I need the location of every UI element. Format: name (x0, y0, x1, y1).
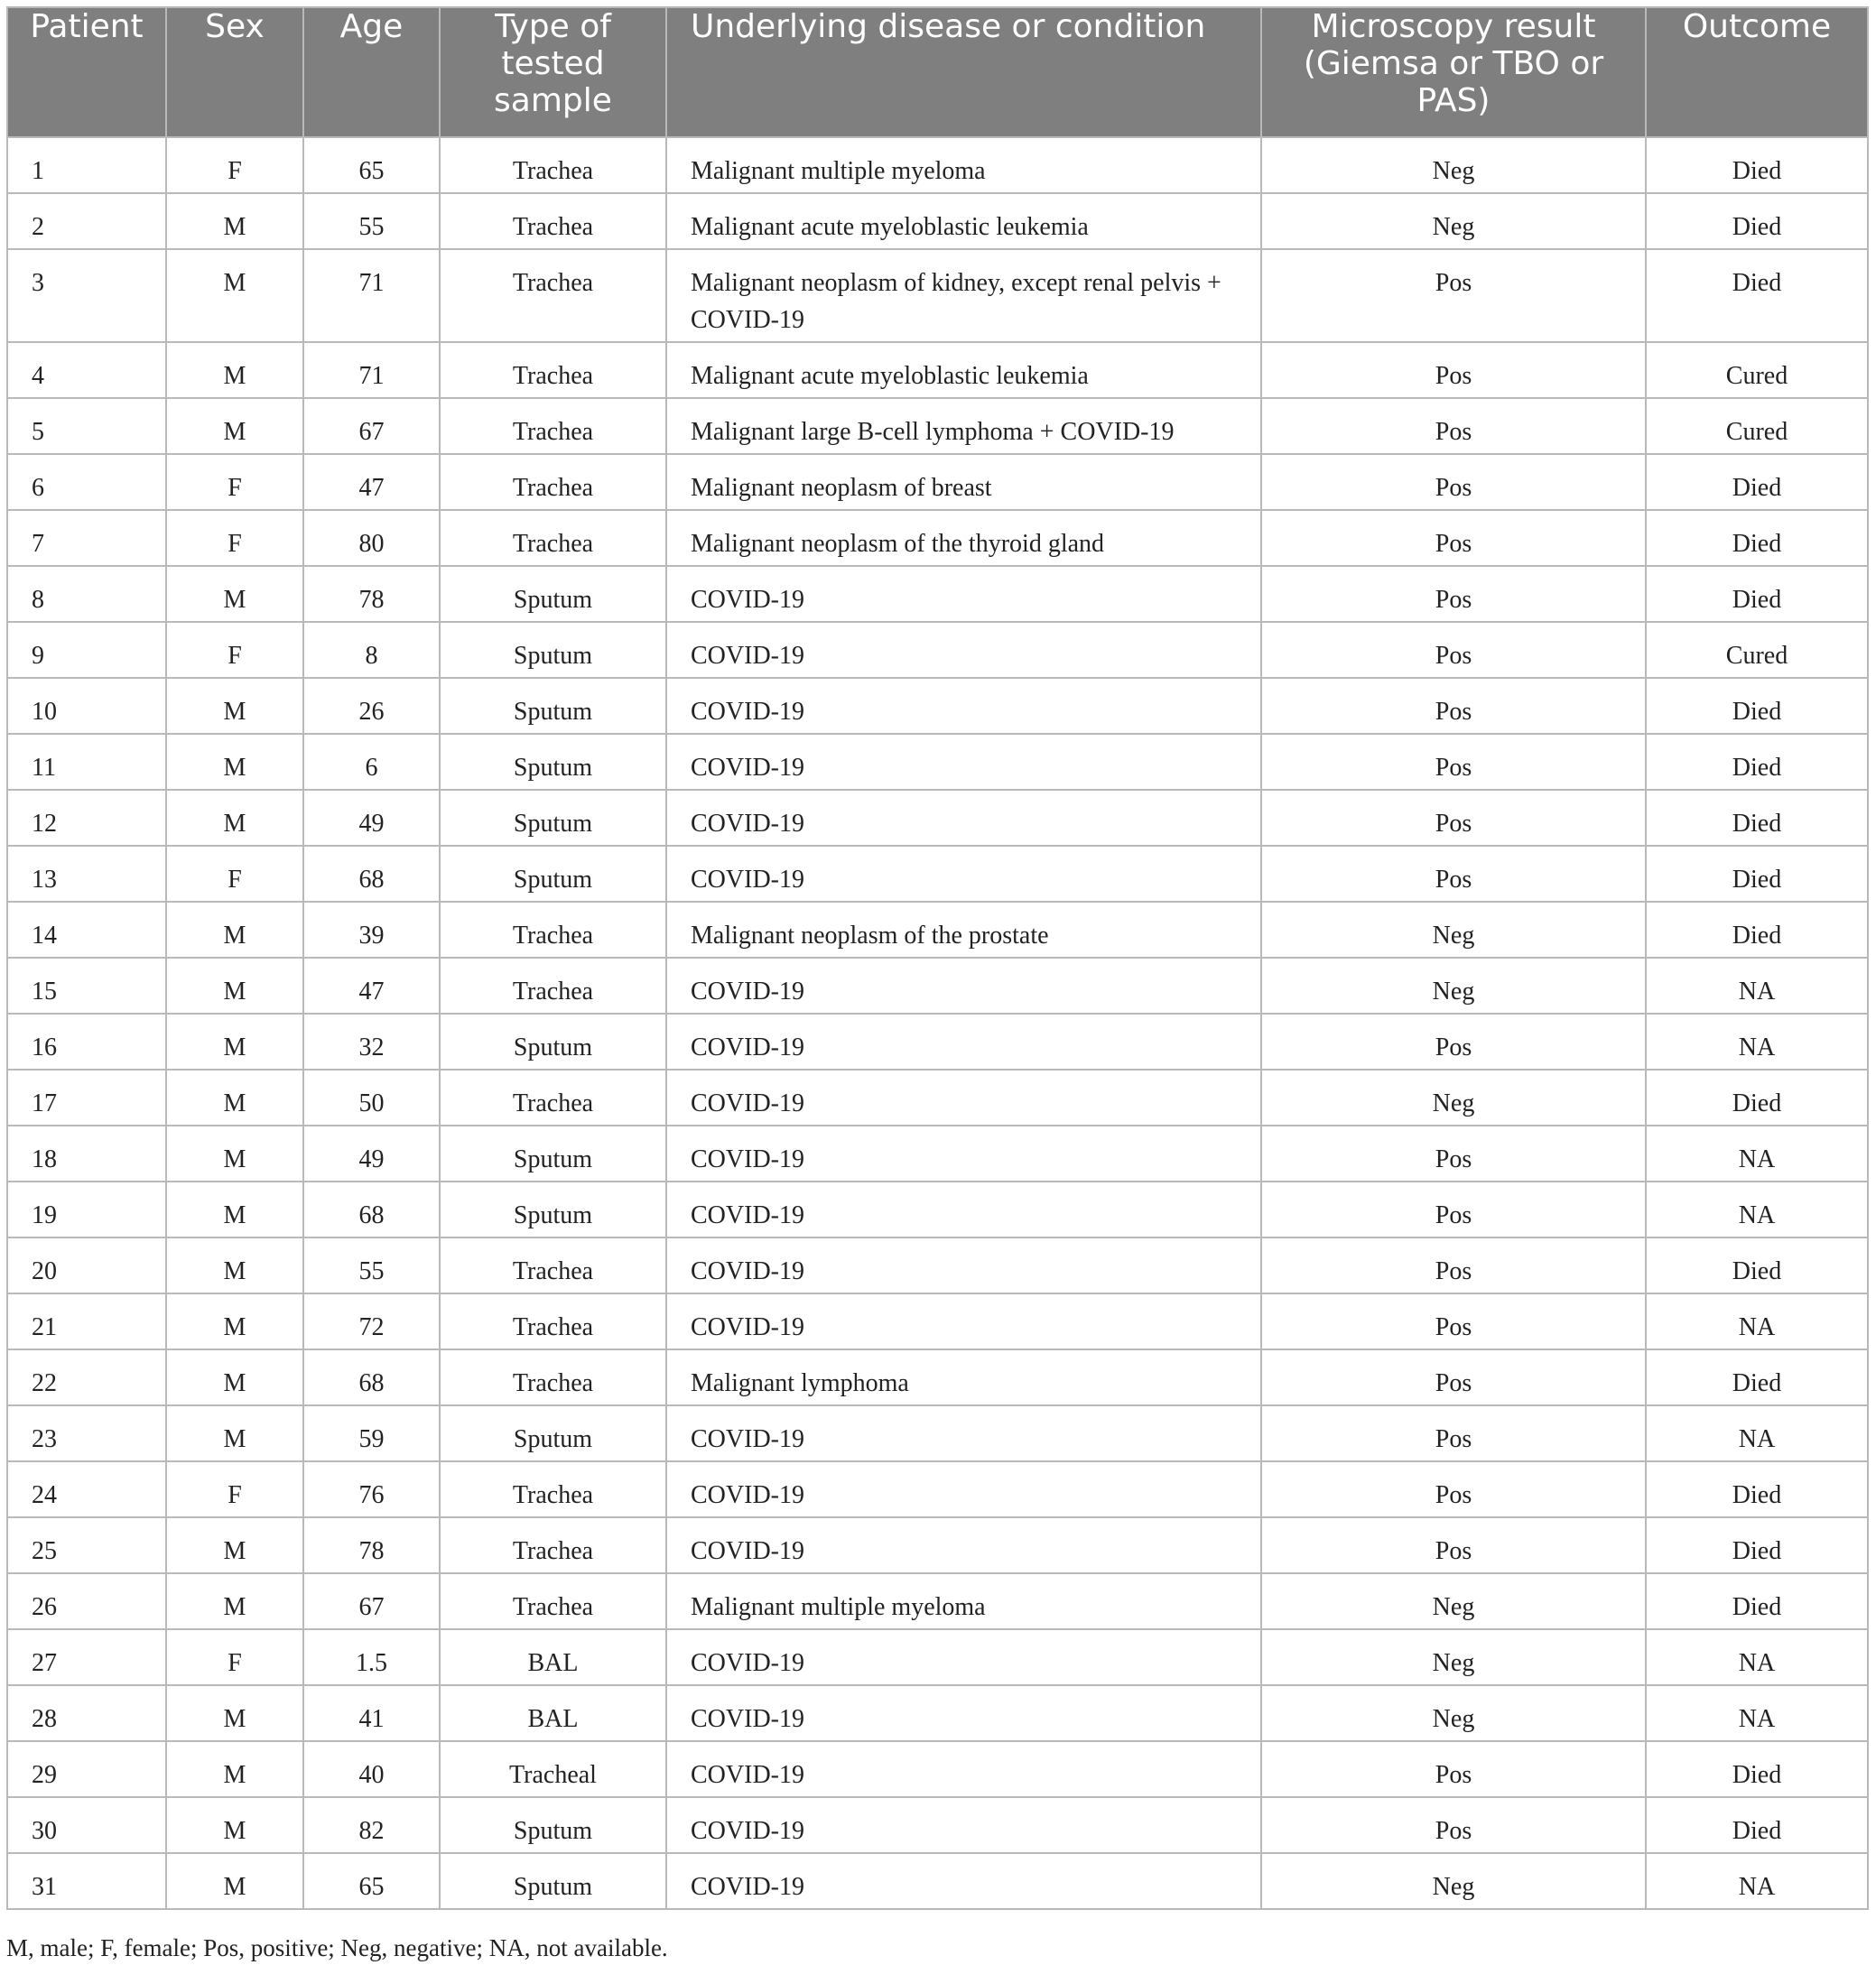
table-row (7, 1741, 1868, 1797)
disease-cell: Malignant neoplasm of kidney, except renal pelvis + COVID-19 (666, 249, 1261, 342)
microscopy-cell: Pos (1261, 1405, 1646, 1461)
patient-cell: 29 (7, 1741, 166, 1797)
outcome-cell: Died (1646, 1237, 1868, 1293)
microscopy-cell: Pos (1261, 678, 1646, 734)
outcome-cell: Died (1646, 1461, 1868, 1517)
patient-cell: 23 (7, 1405, 166, 1461)
sample-type-cell: Trachea (440, 510, 666, 566)
table-row (7, 846, 1868, 902)
microscopy-cell: Neg (1261, 1573, 1646, 1629)
sex-cell: M (166, 249, 303, 342)
outcome-cell: Died (1646, 510, 1868, 566)
age-cell: 55 (303, 193, 440, 249)
table-row (7, 790, 1868, 846)
sex-cell: M (166, 1517, 303, 1573)
sample-type-cell: Sputum (440, 1405, 666, 1461)
header-sex: Sex (166, 7, 303, 137)
patient-cell: 31 (7, 1853, 166, 1909)
microscopy-cell: Neg (1261, 1070, 1646, 1126)
sex-cell: M (166, 566, 303, 622)
table-row (7, 193, 1868, 249)
patient-cell: 2 (7, 193, 166, 249)
age-cell: 8 (303, 622, 440, 678)
outcome-cell: Died (1646, 902, 1868, 958)
table-row (7, 1517, 1868, 1573)
patient-cell: 27 (7, 1629, 166, 1685)
outcome-cell: Died (1646, 1741, 1868, 1797)
sample-type-cell: Trachea (440, 1517, 666, 1573)
patient-cell: 24 (7, 1461, 166, 1517)
disease-cell: Malignant lymphoma (666, 1349, 1261, 1405)
patient-cell: 8 (7, 566, 166, 622)
table-row (7, 734, 1868, 790)
table-row (7, 1182, 1868, 1237)
microscopy-cell: Pos (1261, 1293, 1646, 1349)
age-cell: 49 (303, 790, 440, 846)
age-cell: 68 (303, 1349, 440, 1405)
disease-cell: Malignant acute myeloblastic leukemia (666, 193, 1261, 249)
table-row (7, 249, 1868, 342)
microscopy-cell: Pos (1261, 342, 1646, 398)
sample-type-cell: Trachea (440, 1573, 666, 1629)
patient-cell: 28 (7, 1685, 166, 1741)
outcome-cell: Died (1646, 734, 1868, 790)
age-cell: 72 (303, 1293, 440, 1349)
disease-cell: COVID-19 (666, 1853, 1261, 1909)
outcome-cell: NA (1646, 1126, 1868, 1182)
age-cell: 6 (303, 734, 440, 790)
table-row (7, 510, 1868, 566)
sex-cell: M (166, 1070, 303, 1126)
disease-cell: COVID-19 (666, 1629, 1261, 1685)
outcome-cell: Died (1646, 137, 1868, 193)
microscopy-cell: Pos (1261, 398, 1646, 454)
patient-cell: 13 (7, 846, 166, 902)
table-row (7, 1405, 1868, 1461)
sex-cell: M (166, 1014, 303, 1070)
sample-type-cell: Sputum (440, 1014, 666, 1070)
patient-cell: 7 (7, 510, 166, 566)
disease-cell: COVID-19 (666, 1405, 1261, 1461)
age-cell: 71 (303, 249, 440, 342)
outcome-cell: Died (1646, 790, 1868, 846)
patient-cell: 15 (7, 958, 166, 1014)
sex-cell: M (166, 1293, 303, 1349)
microscopy-cell: Pos (1261, 1517, 1646, 1573)
disease-cell: COVID-19 (666, 1014, 1261, 1070)
age-cell: 59 (303, 1405, 440, 1461)
patient-cell: 10 (7, 678, 166, 734)
disease-cell: COVID-19 (666, 790, 1261, 846)
sample-type-cell: Trachea (440, 1070, 666, 1126)
outcome-cell: Died (1646, 249, 1868, 342)
table-row (7, 1573, 1868, 1629)
table-row (7, 1126, 1868, 1182)
sample-type-cell: Trachea (440, 958, 666, 1014)
sample-type-cell: Sputum (440, 1182, 666, 1237)
sex-cell: F (166, 1461, 303, 1517)
patient-table-container (6, 6, 1867, 1910)
table-row (7, 1293, 1868, 1349)
sex-cell: M (166, 1573, 303, 1629)
sex-cell: M (166, 1126, 303, 1182)
header-underlying-disease: Underlying disease or condition (666, 7, 1261, 137)
age-cell: 39 (303, 902, 440, 958)
header-patient: Patient (7, 7, 166, 137)
disease-cell: Malignant acute myeloblastic leukemia (666, 342, 1261, 398)
patient-cell: 25 (7, 1517, 166, 1573)
disease-cell: COVID-19 (666, 1293, 1261, 1349)
patient-cell: 21 (7, 1293, 166, 1349)
sex-cell: M (166, 902, 303, 958)
disease-cell: COVID-19 (666, 622, 1261, 678)
sex-cell: F (166, 454, 303, 510)
table-row (7, 1461, 1868, 1517)
table-row (7, 342, 1868, 398)
outcome-cell: Cured (1646, 342, 1868, 398)
disease-cell: Malignant large B-cell lymphoma + COVID-19 (666, 398, 1261, 454)
microscopy-cell: Pos (1261, 454, 1646, 510)
sex-cell: M (166, 1182, 303, 1237)
sample-type-cell: Trachea (440, 398, 666, 454)
microscopy-cell: Neg (1261, 193, 1646, 249)
sex-cell: M (166, 1741, 303, 1797)
sex-cell: M (166, 398, 303, 454)
age-cell: 78 (303, 1517, 440, 1573)
table-row (7, 1797, 1868, 1853)
microscopy-cell: Pos (1261, 1237, 1646, 1293)
outcome-cell: NA (1646, 1853, 1868, 1909)
patient-cell: 4 (7, 342, 166, 398)
table-row (7, 958, 1868, 1014)
outcome-cell: NA (1646, 1405, 1868, 1461)
table-row (7, 1349, 1868, 1405)
sex-cell: M (166, 1237, 303, 1293)
patient-cell: 20 (7, 1237, 166, 1293)
outcome-cell: Cured (1646, 398, 1868, 454)
outcome-cell: NA (1646, 1014, 1868, 1070)
sex-cell: M (166, 678, 303, 734)
outcome-cell: Died (1646, 846, 1868, 902)
sex-cell: F (166, 1629, 303, 1685)
patient-cell: 3 (7, 249, 166, 342)
table-row (7, 1237, 1868, 1293)
age-cell: 67 (303, 398, 440, 454)
sample-type-cell: Trachea (440, 1349, 666, 1405)
table-row (7, 1014, 1868, 1070)
sample-type-cell: Trachea (440, 193, 666, 249)
age-cell: 82 (303, 1797, 440, 1853)
age-cell: 80 (303, 510, 440, 566)
outcome-cell: Died (1646, 454, 1868, 510)
sample-type-cell: Sputum (440, 622, 666, 678)
sample-type-cell: Trachea (440, 454, 666, 510)
outcome-cell: NA (1646, 1685, 1868, 1741)
patient-cell: 22 (7, 1349, 166, 1405)
disease-cell: Malignant multiple myeloma (666, 1573, 1261, 1629)
table-body (7, 137, 1868, 1909)
sex-cell: F (166, 137, 303, 193)
age-cell: 32 (303, 1014, 440, 1070)
microscopy-cell: Pos (1261, 790, 1646, 846)
sample-type-cell: Sputum (440, 1853, 666, 1909)
sex-cell: F (166, 510, 303, 566)
outcome-cell: NA (1646, 958, 1868, 1014)
outcome-cell: NA (1646, 1293, 1868, 1349)
disease-cell: COVID-19 (666, 1461, 1261, 1517)
header-sample-type: Type of tested sample (440, 7, 666, 137)
age-cell: 47 (303, 454, 440, 510)
outcome-cell: NA (1646, 1182, 1868, 1237)
sex-cell: M (166, 193, 303, 249)
disease-cell: COVID-19 (666, 958, 1261, 1014)
patient-cell: 18 (7, 1126, 166, 1182)
microscopy-cell: Pos (1261, 1182, 1646, 1237)
microscopy-cell: Pos (1261, 566, 1646, 622)
patient-cell: 12 (7, 790, 166, 846)
disease-cell: Malignant neoplasm of breast (666, 454, 1261, 510)
microscopy-cell: Pos (1261, 1797, 1646, 1853)
header-outcome: Outcome (1646, 7, 1868, 137)
microscopy-cell: Neg (1261, 1685, 1646, 1741)
table-row (7, 398, 1868, 454)
outcome-cell: Died (1646, 1573, 1868, 1629)
age-cell: 49 (303, 1126, 440, 1182)
age-cell: 76 (303, 1461, 440, 1517)
patient-cell: 26 (7, 1573, 166, 1629)
disease-cell: COVID-19 (666, 1517, 1261, 1573)
table-row (7, 1629, 1868, 1685)
patient-cell: 16 (7, 1014, 166, 1070)
disease-cell: Malignant multiple myeloma (666, 137, 1261, 193)
outcome-cell: Died (1646, 1349, 1868, 1405)
disease-cell: COVID-19 (666, 1126, 1261, 1182)
sex-cell: M (166, 958, 303, 1014)
patient-cell: 11 (7, 734, 166, 790)
outcome-cell: Cured (1646, 622, 1868, 678)
header-microscopy-result: Microscopy result (Giemsa or TBO or PAS) (1261, 7, 1646, 137)
disease-cell: COVID-19 (666, 1070, 1261, 1126)
microscopy-cell: Pos (1261, 1741, 1646, 1797)
age-cell: 65 (303, 137, 440, 193)
microscopy-cell: Pos (1261, 846, 1646, 902)
disease-cell: COVID-19 (666, 1685, 1261, 1741)
age-cell: 1.5 (303, 1629, 440, 1685)
microscopy-cell: Pos (1261, 249, 1646, 342)
sample-type-cell: Trachea (440, 1237, 666, 1293)
sample-type-cell: Sputum (440, 734, 666, 790)
age-cell: 78 (303, 566, 440, 622)
disease-cell: Malignant neoplasm of the thyroid gland (666, 510, 1261, 566)
age-cell: 40 (303, 1741, 440, 1797)
table-row (7, 454, 1868, 510)
sex-cell: M (166, 1685, 303, 1741)
sample-type-cell: Trachea (440, 137, 666, 193)
sample-type-cell: Sputum (440, 678, 666, 734)
disease-cell: COVID-19 (666, 1797, 1261, 1853)
patient-cell: 1 (7, 137, 166, 193)
patient-cell: 17 (7, 1070, 166, 1126)
header-age: Age (303, 7, 440, 137)
patient-cell: 30 (7, 1797, 166, 1853)
age-cell: 41 (303, 1685, 440, 1741)
header-row (7, 7, 1868, 137)
microscopy-cell: Pos (1261, 1014, 1646, 1070)
microscopy-cell: Pos (1261, 510, 1646, 566)
age-cell: 68 (303, 1182, 440, 1237)
microscopy-cell: Pos (1261, 622, 1646, 678)
disease-cell: Malignant neoplasm of the prostate (666, 902, 1261, 958)
age-cell: 26 (303, 678, 440, 734)
sex-cell: M (166, 1405, 303, 1461)
age-cell: 47 (303, 958, 440, 1014)
table-row (7, 566, 1868, 622)
sample-type-cell: Sputum (440, 790, 666, 846)
sample-type-cell: Trachea (440, 342, 666, 398)
patient-cell: 9 (7, 622, 166, 678)
sex-cell: M (166, 1853, 303, 1909)
table-row (7, 678, 1868, 734)
sample-type-cell: Sputum (440, 1797, 666, 1853)
outcome-cell: Died (1646, 1797, 1868, 1853)
microscopy-cell: Neg (1261, 137, 1646, 193)
outcome-cell: Died (1646, 678, 1868, 734)
sex-cell: M (166, 734, 303, 790)
disease-cell: COVID-19 (666, 734, 1261, 790)
microscopy-cell: Neg (1261, 1853, 1646, 1909)
table-row (7, 1685, 1868, 1741)
outcome-cell: NA (1646, 1629, 1868, 1685)
patient-table (6, 6, 1869, 1910)
outcome-cell: Died (1646, 1517, 1868, 1573)
microscopy-cell: Pos (1261, 1349, 1646, 1405)
patient-cell: 19 (7, 1182, 166, 1237)
sex-cell: M (166, 1349, 303, 1405)
sample-type-cell: Sputum (440, 566, 666, 622)
sample-type-cell: Trachea (440, 902, 666, 958)
age-cell: 65 (303, 1853, 440, 1909)
patient-cell: 5 (7, 398, 166, 454)
microscopy-cell: Pos (1261, 1126, 1646, 1182)
outcome-cell: Died (1646, 193, 1868, 249)
microscopy-cell: Pos (1261, 1461, 1646, 1517)
disease-cell: COVID-19 (666, 678, 1261, 734)
sample-type-cell: Sputum (440, 1126, 666, 1182)
disease-cell: COVID-19 (666, 846, 1261, 902)
microscopy-cell: Neg (1261, 902, 1646, 958)
disease-cell: COVID-19 (666, 566, 1261, 622)
sex-cell: F (166, 622, 303, 678)
table-row (7, 622, 1868, 678)
microscopy-cell: Pos (1261, 734, 1646, 790)
sample-type-cell: BAL (440, 1685, 666, 1741)
disease-cell: COVID-19 (666, 1237, 1261, 1293)
patient-cell: 6 (7, 454, 166, 510)
sex-cell: M (166, 1797, 303, 1853)
microscopy-cell: Neg (1261, 958, 1646, 1014)
disease-cell: COVID-19 (666, 1182, 1261, 1237)
table-row (7, 137, 1868, 193)
age-cell: 71 (303, 342, 440, 398)
outcome-cell: Died (1646, 1070, 1868, 1126)
sex-cell: M (166, 342, 303, 398)
age-cell: 55 (303, 1237, 440, 1293)
table-row (7, 1070, 1868, 1126)
sex-cell: M (166, 790, 303, 846)
table-row (7, 1853, 1868, 1909)
sample-type-cell: Tracheal (440, 1741, 666, 1797)
table-row (7, 902, 1868, 958)
patient-cell: 14 (7, 902, 166, 958)
sample-type-cell: Trachea (440, 249, 666, 342)
sample-type-cell: Trachea (440, 1461, 666, 1517)
age-cell: 50 (303, 1070, 440, 1126)
sex-cell: F (166, 846, 303, 902)
microscopy-cell: Neg (1261, 1629, 1646, 1685)
sample-type-cell: Trachea (440, 1293, 666, 1349)
outcome-cell: Died (1646, 566, 1868, 622)
sample-type-cell: Sputum (440, 846, 666, 902)
age-cell: 68 (303, 846, 440, 902)
sample-type-cell: BAL (440, 1629, 666, 1685)
table-footnote: M, male; F, female; Pos, positive; Neg, negative; NA, not available. (6, 1934, 668, 1961)
disease-cell: COVID-19 (666, 1741, 1261, 1797)
age-cell: 67 (303, 1573, 440, 1629)
